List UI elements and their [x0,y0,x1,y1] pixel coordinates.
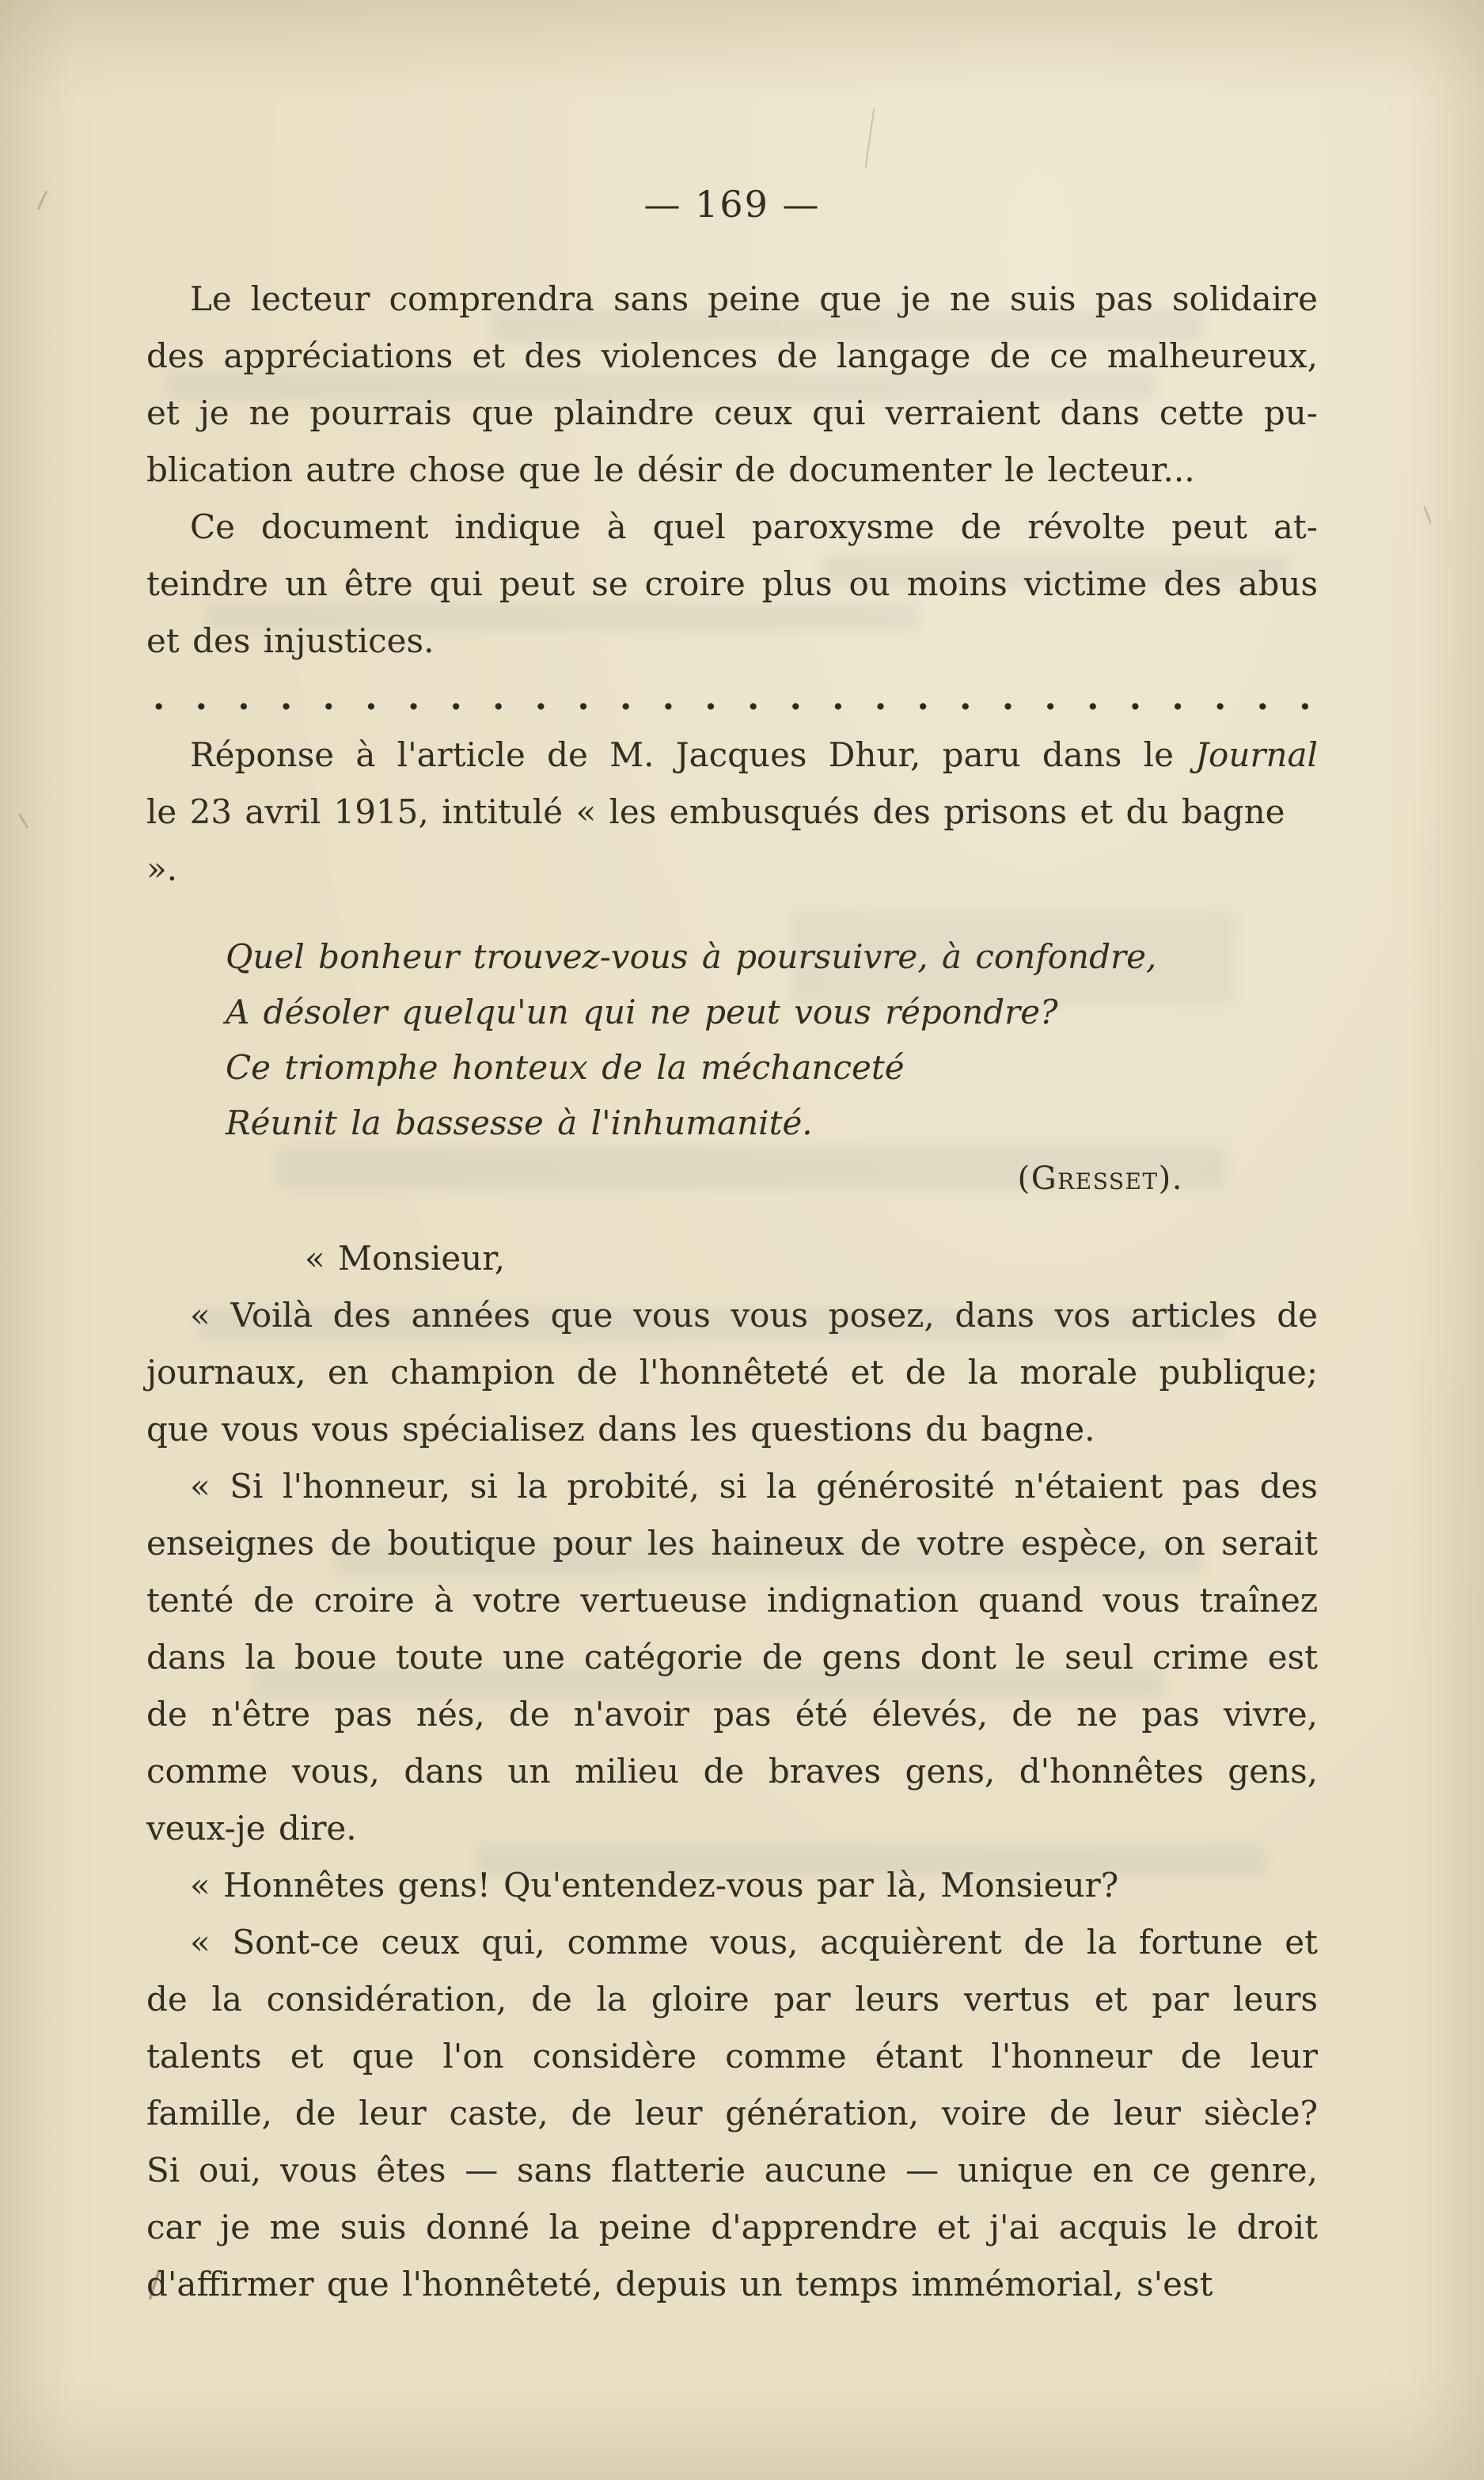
paragraph [146,1230,1318,1287]
verse-attribution: (Gresset). [1017,1160,1183,1197]
text-line: « Monsieur, [305,1239,506,1278]
text-line: dans la boue toute une catégorie de gens dont le seul crime est [146,1638,1318,1677]
text-line: tenté de croire à votre vertueuse indignation quand vous traînez [146,1581,1318,1620]
separator-dot: . [279,678,293,718]
separator-dot: . [746,678,760,718]
paragraph [146,1857,1318,1914]
text-line: teindre un être qui peut se croire plus ou moins victime des abus [146,564,1318,603]
text-line: le 23 avril 1915, intitulé « les embusqués des prisons et du bagne ». [146,792,1285,888]
text-line: que vous vous spécialisez dans les questions du bagne. [146,1410,1095,1449]
text-line: de n'être pas nés, de n'avoir pas été élevés, de ne pas vivre, [146,1695,1318,1734]
pencil-mark [37,191,48,211]
text-line: car je me suis donné la peine d'apprendre et j'ai acquis le droit [146,2208,1318,2246]
separator-dot: . [153,678,165,718]
text-line: Ce document indique à quel paroxysme de révolte peut at- [190,507,1318,546]
ellipsis-separator-row [146,670,1318,727]
paper-fiber-mark [865,108,875,168]
text-line: Le lecteur comprendra sans peine que je ne suis pas solidaire [190,279,1318,318]
separator-dot: . [1256,678,1269,718]
paragraph [146,271,1318,499]
text-line: veux-je dire. [146,1809,357,1848]
verse-line: A désoler quelqu'un qui ne peut vous répondre? [226,993,1058,1031]
separator-dot: . [1299,678,1311,718]
separator-dot: . [492,678,505,718]
text-line: journaux, en champion de l'honnêteté et de la morale publique; [146,1353,1318,1392]
pencil-mark [1423,505,1432,524]
text-line: comme vous, dans un milieu de braves gens, d'honnêtes gens, [146,1752,1318,1791]
separator-dot: . [874,678,887,718]
text-line: Si oui, vous êtes — sans flatterie aucune — unique en ce genre, [146,2151,1318,2189]
separator-dot: . [789,678,802,718]
separator-dot: . [1044,678,1057,718]
separator-dot: . [237,678,250,718]
text-line: « Si l'honneur, si la probité, si la générosité n'étaient pas des [190,1467,1318,1506]
separator-dot: . [322,678,335,718]
text-line: et je ne pourrais que plaindre ceux qui verraient dans cette pu- [146,393,1318,432]
text-line: enseignes de boutique pour les haineux de votre espèce, on serait [146,1524,1318,1563]
separator-dot: . [534,678,548,718]
separator-dot: . [577,678,590,718]
separator-dot: . [662,678,675,718]
separator-dot: . [704,678,717,718]
page-number: — 169 — [643,183,821,226]
separator-dot: . [365,678,378,718]
separator-dot: . [1171,678,1184,718]
paragraph [146,1287,1318,1458]
text-line: d'affirmer que l'honnêteté, depuis un temps immémorial, s'est [146,2265,1213,2303]
paragraph [146,727,1318,898]
pencil-mark [18,813,29,830]
verse-quotation [226,929,1318,1151]
text-line: « Honnêtes gens! Qu'entendez-vous par là, Monsieur? [190,1866,1119,1905]
separator-dot: . [917,678,929,718]
separator-dot: . [1001,678,1015,718]
text-line: « Voilà des années que vous vous posez, dans vos articles de [190,1296,1318,1335]
separator-dot: . [620,678,632,718]
verse-line: Quel bonheur trouvez-vous à poursuivre, à confondre, [226,937,1157,976]
text-line: « Sont-ce ceux qui, comme vous, acquièrent de la fortune et [190,1923,1318,1962]
verse-line: Réunit la bassesse à l'inhumanité. [226,1103,813,1142]
separator-dot: . [195,678,207,718]
text-line: famille, de leur caste, de leur génération, voire de leur siècle? [146,2094,1318,2132]
text-line: de la considération, de la gloire par leurs vertus et par leurs [146,1980,1318,2019]
separator-dot: . [832,678,844,718]
text-line: Réponse à l'article de M. Jacques Dhur, paru dans le Journal [190,735,1318,774]
paragraph [146,499,1318,670]
text-line: talents et que l'on considère comme étant l'honneur de leur [146,2037,1318,2076]
text-block [146,271,1318,2313]
paragraph [146,1914,1318,2313]
separator-dot: . [1214,678,1227,718]
paragraph [146,1458,1318,1857]
text-line: blication autre chose que le désir de documenter le lecteur... [146,450,1195,489]
separator-dot: . [1129,678,1142,718]
separator-dot: . [407,678,420,718]
separator-dot: . [450,678,462,718]
separator-dot: . [1087,678,1099,718]
separator-dot: . [959,678,972,718]
verse-line: Ce triomphe honteux de la méchanceté [226,1048,905,1087]
text-line: et des injustices. [146,621,435,660]
text-line: des appréciations et des violences de langage de ce malheureux, [146,336,1318,375]
